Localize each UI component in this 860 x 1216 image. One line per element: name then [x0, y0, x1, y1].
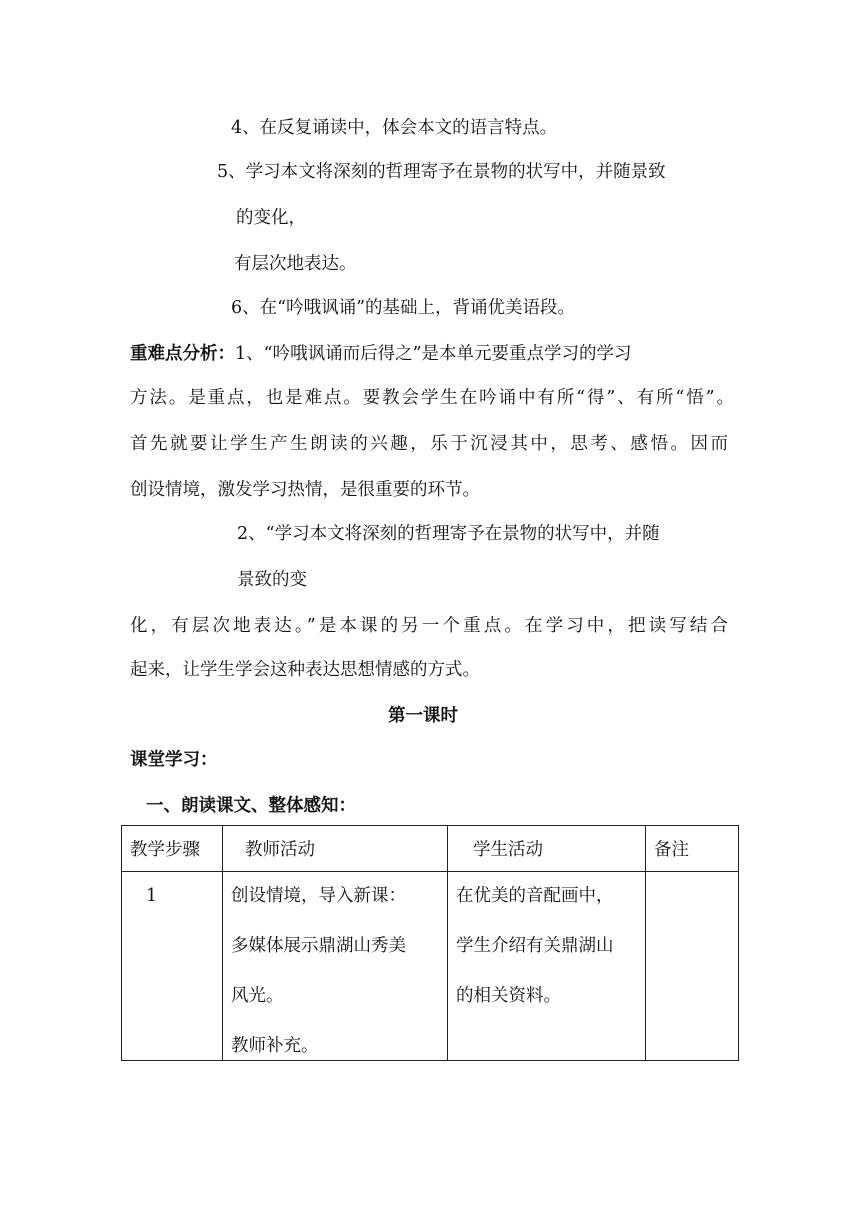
objective-6: 6、在“吟哦讽诵”的基础上，背诵优美语段。 — [231, 298, 576, 318]
cell-step: 1 — [122, 872, 223, 1061]
analysis-paragraph-1-line-3: 首先就要让学生产生朗读的兴趣，乐于沉浸其中，思考、感悟。因而 — [130, 434, 728, 454]
table-header-row — [122, 826, 739, 872]
analysis-paragraph-1-line-1 — [130, 342, 632, 366]
analysis-paragraph-2-line-4: 起来，让学生学会这种表达思想情感的方式。 — [130, 660, 480, 680]
analysis-paragraph-2-line-3: 化，有层次地表达。”是本课的另一个重点。在学习中，把读写结合 — [130, 616, 728, 636]
teaching-plan-table — [121, 825, 739, 1061]
analysis-paragraph-2-line-1: 2、“学习本文将深刻的哲理寄予在景物的状写中，并随 — [237, 524, 660, 544]
analysis-paragraph-1-line-2: 方法。是重点，也是难点。要教会学生在吟诵中有所“得”、有所“悟”。 — [130, 388, 734, 408]
header-note: 备注 — [646, 826, 739, 872]
objective-5-line-1: 5、学习本文将深刻的哲理寄予在景物的状写中，并随景致 — [217, 162, 666, 182]
lesson-title: 第一课时 — [388, 706, 458, 726]
objective-4: 4、在反复诵读中，体会本文的语言特点。 — [231, 118, 558, 138]
objective-5-line-3: 有层次地表达。 — [234, 254, 357, 274]
subsection-heading: 一、朗读课文、整体感知： — [146, 796, 356, 816]
objective-5-line-2: 的变化， — [236, 208, 306, 228]
header-teacher: 教师活动 — [223, 826, 448, 872]
section-heading: 课堂学习： — [130, 750, 218, 770]
analysis-p1-line-1-text: 1、“吟哦讽诵而后得之”是本单元要重点学习的学习 — [235, 344, 632, 364]
cell-student-activity: 在优美的音配画中， 学生介绍有关鼎湖山 的相关资料。 — [448, 872, 646, 1061]
header-student: 学生活动 — [448, 826, 646, 872]
analysis-paragraph-1-line-4: 创设情境，激发学习热情，是很重要的环节。 — [130, 480, 480, 500]
cell-note — [646, 872, 739, 1061]
analysis-paragraph-2-line-2: 景致的变 — [237, 570, 307, 590]
header-step: 教学步骤 — [122, 826, 223, 872]
analysis-heading: 重难点分析： — [130, 344, 235, 364]
table-row — [122, 872, 739, 1061]
cell-teacher-activity: 创设情境，导入新课： 多媒体展示鼎湖山秀美 风光。 教师补充。 — [223, 872, 448, 1061]
